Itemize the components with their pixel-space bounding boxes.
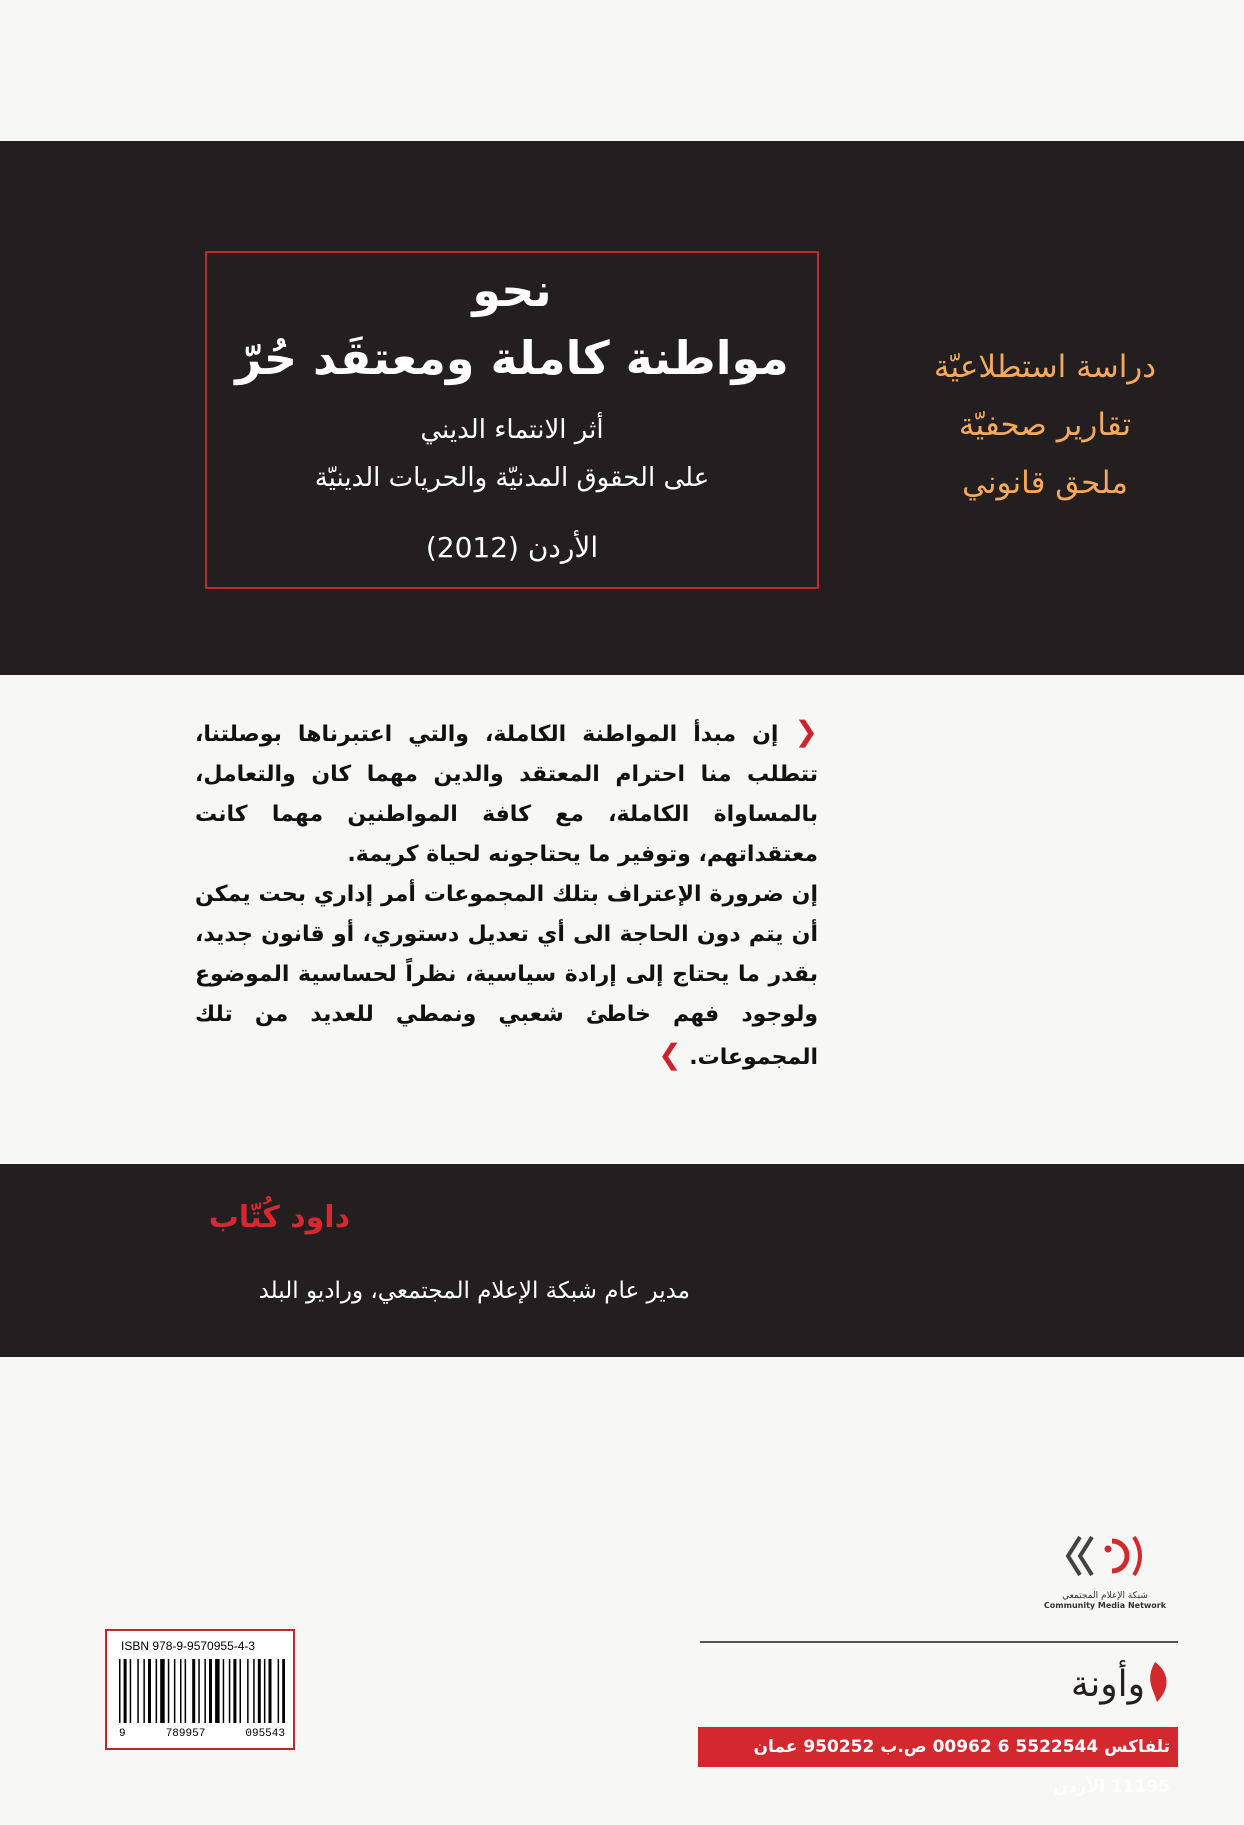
contact-bar: تلفاكس 5522544 6 00962 ص.ب 950252 عمان 11195 الأردن: [698, 1727, 1178, 1767]
title-box: [205, 251, 819, 589]
barcode-bar: [174, 1659, 176, 1723]
author-role: مدير عام شبكة الإعلام المجتمعي، وراديو البلد: [258, 1278, 690, 1304]
contents-item: تقارير صحفيّة: [958, 407, 1132, 443]
barcode-digit-right: 095543: [245, 1728, 285, 1740]
barcode-bar: [278, 1659, 280, 1723]
barcode-digits: [119, 1728, 285, 1740]
barcode-bar: [160, 1659, 165, 1723]
barcode-bar: [198, 1659, 200, 1723]
quote-close-mark: ❯: [658, 1038, 682, 1071]
barcode-digit-mid: 789957: [165, 1728, 206, 1740]
barcode-digit-left: 9: [119, 1728, 126, 1740]
subtitle-line-3: الأردن (2012): [425, 531, 599, 564]
subtitle-line-2: على الحقوق المدنيّة والحريات الدينيّة: [314, 463, 710, 493]
barcode-bar: [148, 1659, 151, 1723]
barcode-bar: [223, 1659, 225, 1723]
barcode-bar: [137, 1659, 139, 1723]
quote-paragraph-2-text: إن ضرورة الإعتراف بتلك المجموعات أمر إداري بحت يمكن أن يتم دون الحاجة الى أي تعديل دستوري، أو قانون جديد، بقدر ما يحتاج إلى إرادة سياسية، نظراً لحساسية الموضوع ولوجود فهم خاطئ شعبي ونمطي للعديد من تلك المجموعات.: [195, 882, 818, 1070]
barcode-bar: [258, 1659, 261, 1723]
barcode-icon: [119, 1659, 285, 1723]
network-logo-arabic: شبكة الإعلام المجتمعي: [1062, 1591, 1148, 1601]
barcode-bar: [156, 1659, 158, 1723]
quote-open-mark: ❮: [794, 715, 818, 748]
divider: [700, 1641, 1178, 1643]
contents-item: دراسة استطلاعيّة: [933, 349, 1157, 385]
barcode-bar: [168, 1659, 170, 1723]
network-waves-icon: [1050, 1527, 1160, 1585]
barcode-bar: [130, 1659, 132, 1723]
barcode-bar: [282, 1659, 285, 1723]
quote-paragraph-1: [195, 712, 818, 875]
network-logo-english: Community Media Network: [1043, 1601, 1167, 1610]
barcode-bar: [124, 1659, 127, 1723]
contents-list: [880, 338, 1210, 512]
barcode-bar: [253, 1659, 255, 1723]
author-name: داود كُتّاب: [208, 1200, 350, 1235]
barcode-bar: [269, 1659, 272, 1723]
quote-block: [195, 712, 818, 1078]
barcode-bar: [204, 1659, 206, 1723]
barcode-bar: [247, 1659, 249, 1723]
barcode-bar: [143, 1659, 145, 1723]
barcode-bar: [185, 1659, 187, 1723]
publisher-logo: [1035, 1650, 1175, 1726]
quote-paragraph-2: [195, 875, 818, 1078]
barcode-bar: [192, 1659, 195, 1723]
subtitle-line-1: أثر الانتماء الديني: [420, 415, 604, 445]
barcode-bar: [240, 1659, 242, 1723]
book-title: مواطنة كاملة ومعتقَد حُرّ: [235, 331, 789, 385]
barcode-bar: [233, 1659, 236, 1723]
barcode-bar: [209, 1659, 212, 1723]
barcode-bar: [215, 1659, 220, 1723]
isbn-barcode: [105, 1629, 295, 1750]
barcode-bar: [264, 1659, 266, 1723]
quote-paragraph-1-text: إن مبدأ المواطنة الكاملة، والتي اعتبرناها بوصلتنا، تتطلب منا احترام المعتقد والدين مهما كان والتعامل، بالمساواة الكاملة، مع كافة المواطنين مهما كانت معتقداتهم، وتوفير ما يحتاجونه لحياة كريمة.: [195, 722, 818, 867]
author-dark-band: [0, 1164, 1244, 1357]
community-media-network-logo: [1030, 1527, 1180, 1627]
barcode-bar: [180, 1659, 182, 1723]
barcode-bar: [119, 1659, 121, 1723]
title-word: نحو: [472, 263, 552, 317]
publisher-name: وأونة: [1070, 1664, 1145, 1705]
contents-item: ملحق قانوني: [962, 465, 1128, 501]
isbn-label: ISBN 978-9-9570955-4-3: [121, 1639, 256, 1653]
barcode-bar: [229, 1659, 231, 1723]
